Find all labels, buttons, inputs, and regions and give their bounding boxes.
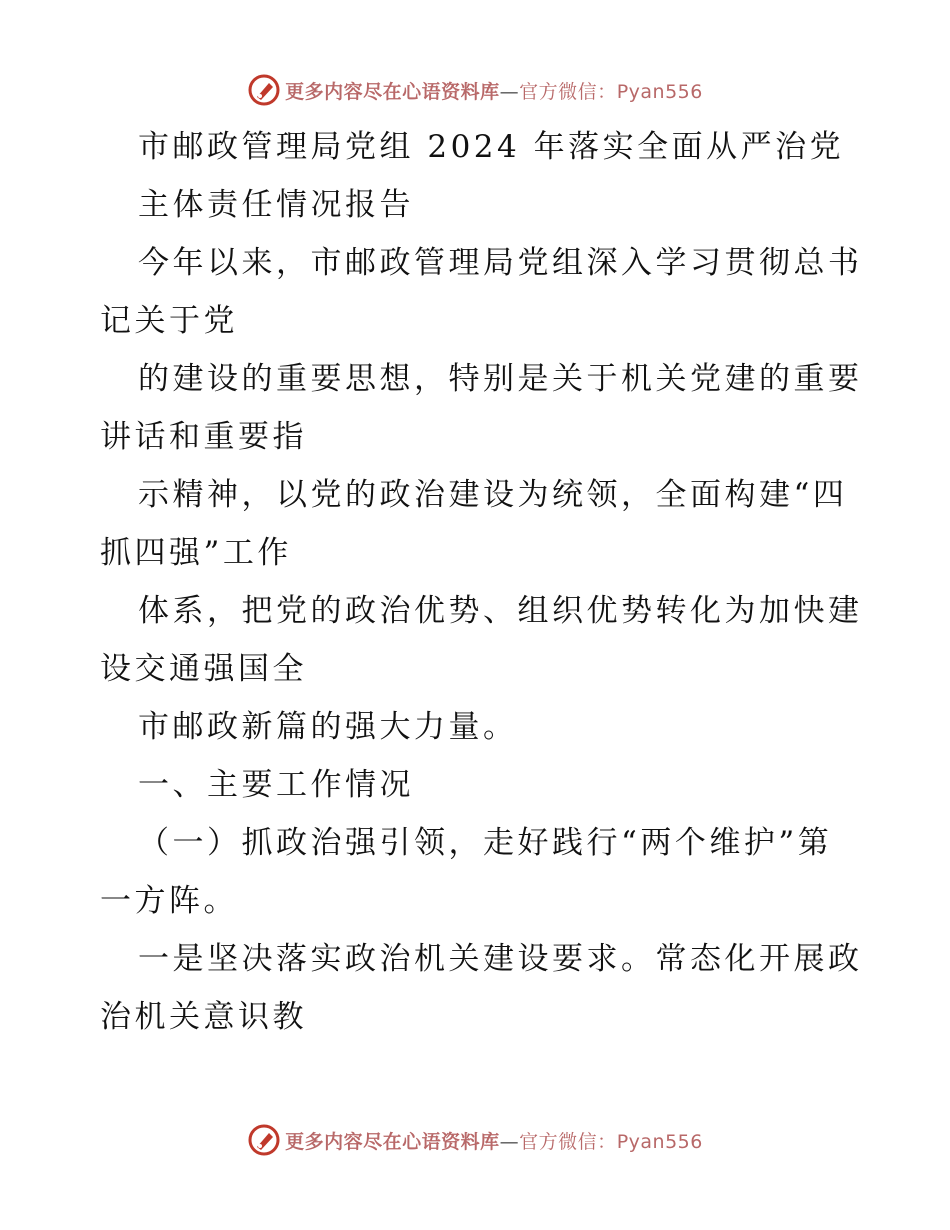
- body-line: 的建设的重要思想，特别是关于机关党建的重要: [138, 361, 863, 397]
- document-body: [100, 118, 863, 1046]
- body-line: 设交通强国全: [100, 651, 307, 687]
- footer-separator: —: [499, 1130, 520, 1153]
- title-line-1: 市邮政管理局党组 2024 年落实全面从严治党: [138, 129, 845, 165]
- header-wechat-label: 官方微信：: [519, 80, 617, 103]
- body-line: 记关于党: [100, 303, 238, 339]
- body-line: 市邮政新篇的强大力量。: [138, 709, 518, 745]
- body-line: 示精神，以党的政治建设为统领，全面构建“四: [138, 477, 848, 513]
- footer-wechat-label: 官方微信：: [519, 1130, 617, 1153]
- pen-logo-icon: [247, 1123, 281, 1157]
- body-line: 今年以来，市邮政管理局党组深入学习贯彻总书: [138, 245, 863, 281]
- header-wechat-account: Pyan556: [616, 80, 703, 103]
- section-heading: 一、主要工作情况: [138, 767, 414, 803]
- footer-watermark: [0, 1120, 950, 1160]
- pen-logo-icon: [247, 73, 281, 107]
- title-line-2: 主体责任情况报告: [138, 187, 414, 223]
- body-line: 治机关意识教: [100, 999, 307, 1035]
- body-line: 一方阵。: [100, 883, 238, 919]
- header-watermark: [0, 70, 950, 110]
- header-separator: —: [499, 80, 520, 103]
- subsection-heading: （一）抓政治强引领，走好践行“两个维护”第: [138, 825, 833, 861]
- body-line: 抓四强”工作: [100, 535, 292, 571]
- footer-wechat-account: Pyan556: [616, 1130, 703, 1153]
- body-line: 体系，把党的政治优势、组织优势转化为加快建: [138, 593, 863, 629]
- body-line: 一是坚决落实政治机关建设要求。常态化开展政: [138, 941, 863, 977]
- header-brand-text: 更多内容尽在心语资料库: [285, 80, 500, 103]
- footer-brand-text: 更多内容尽在心语资料库: [285, 1130, 500, 1153]
- body-line: 讲话和重要指: [100, 419, 307, 455]
